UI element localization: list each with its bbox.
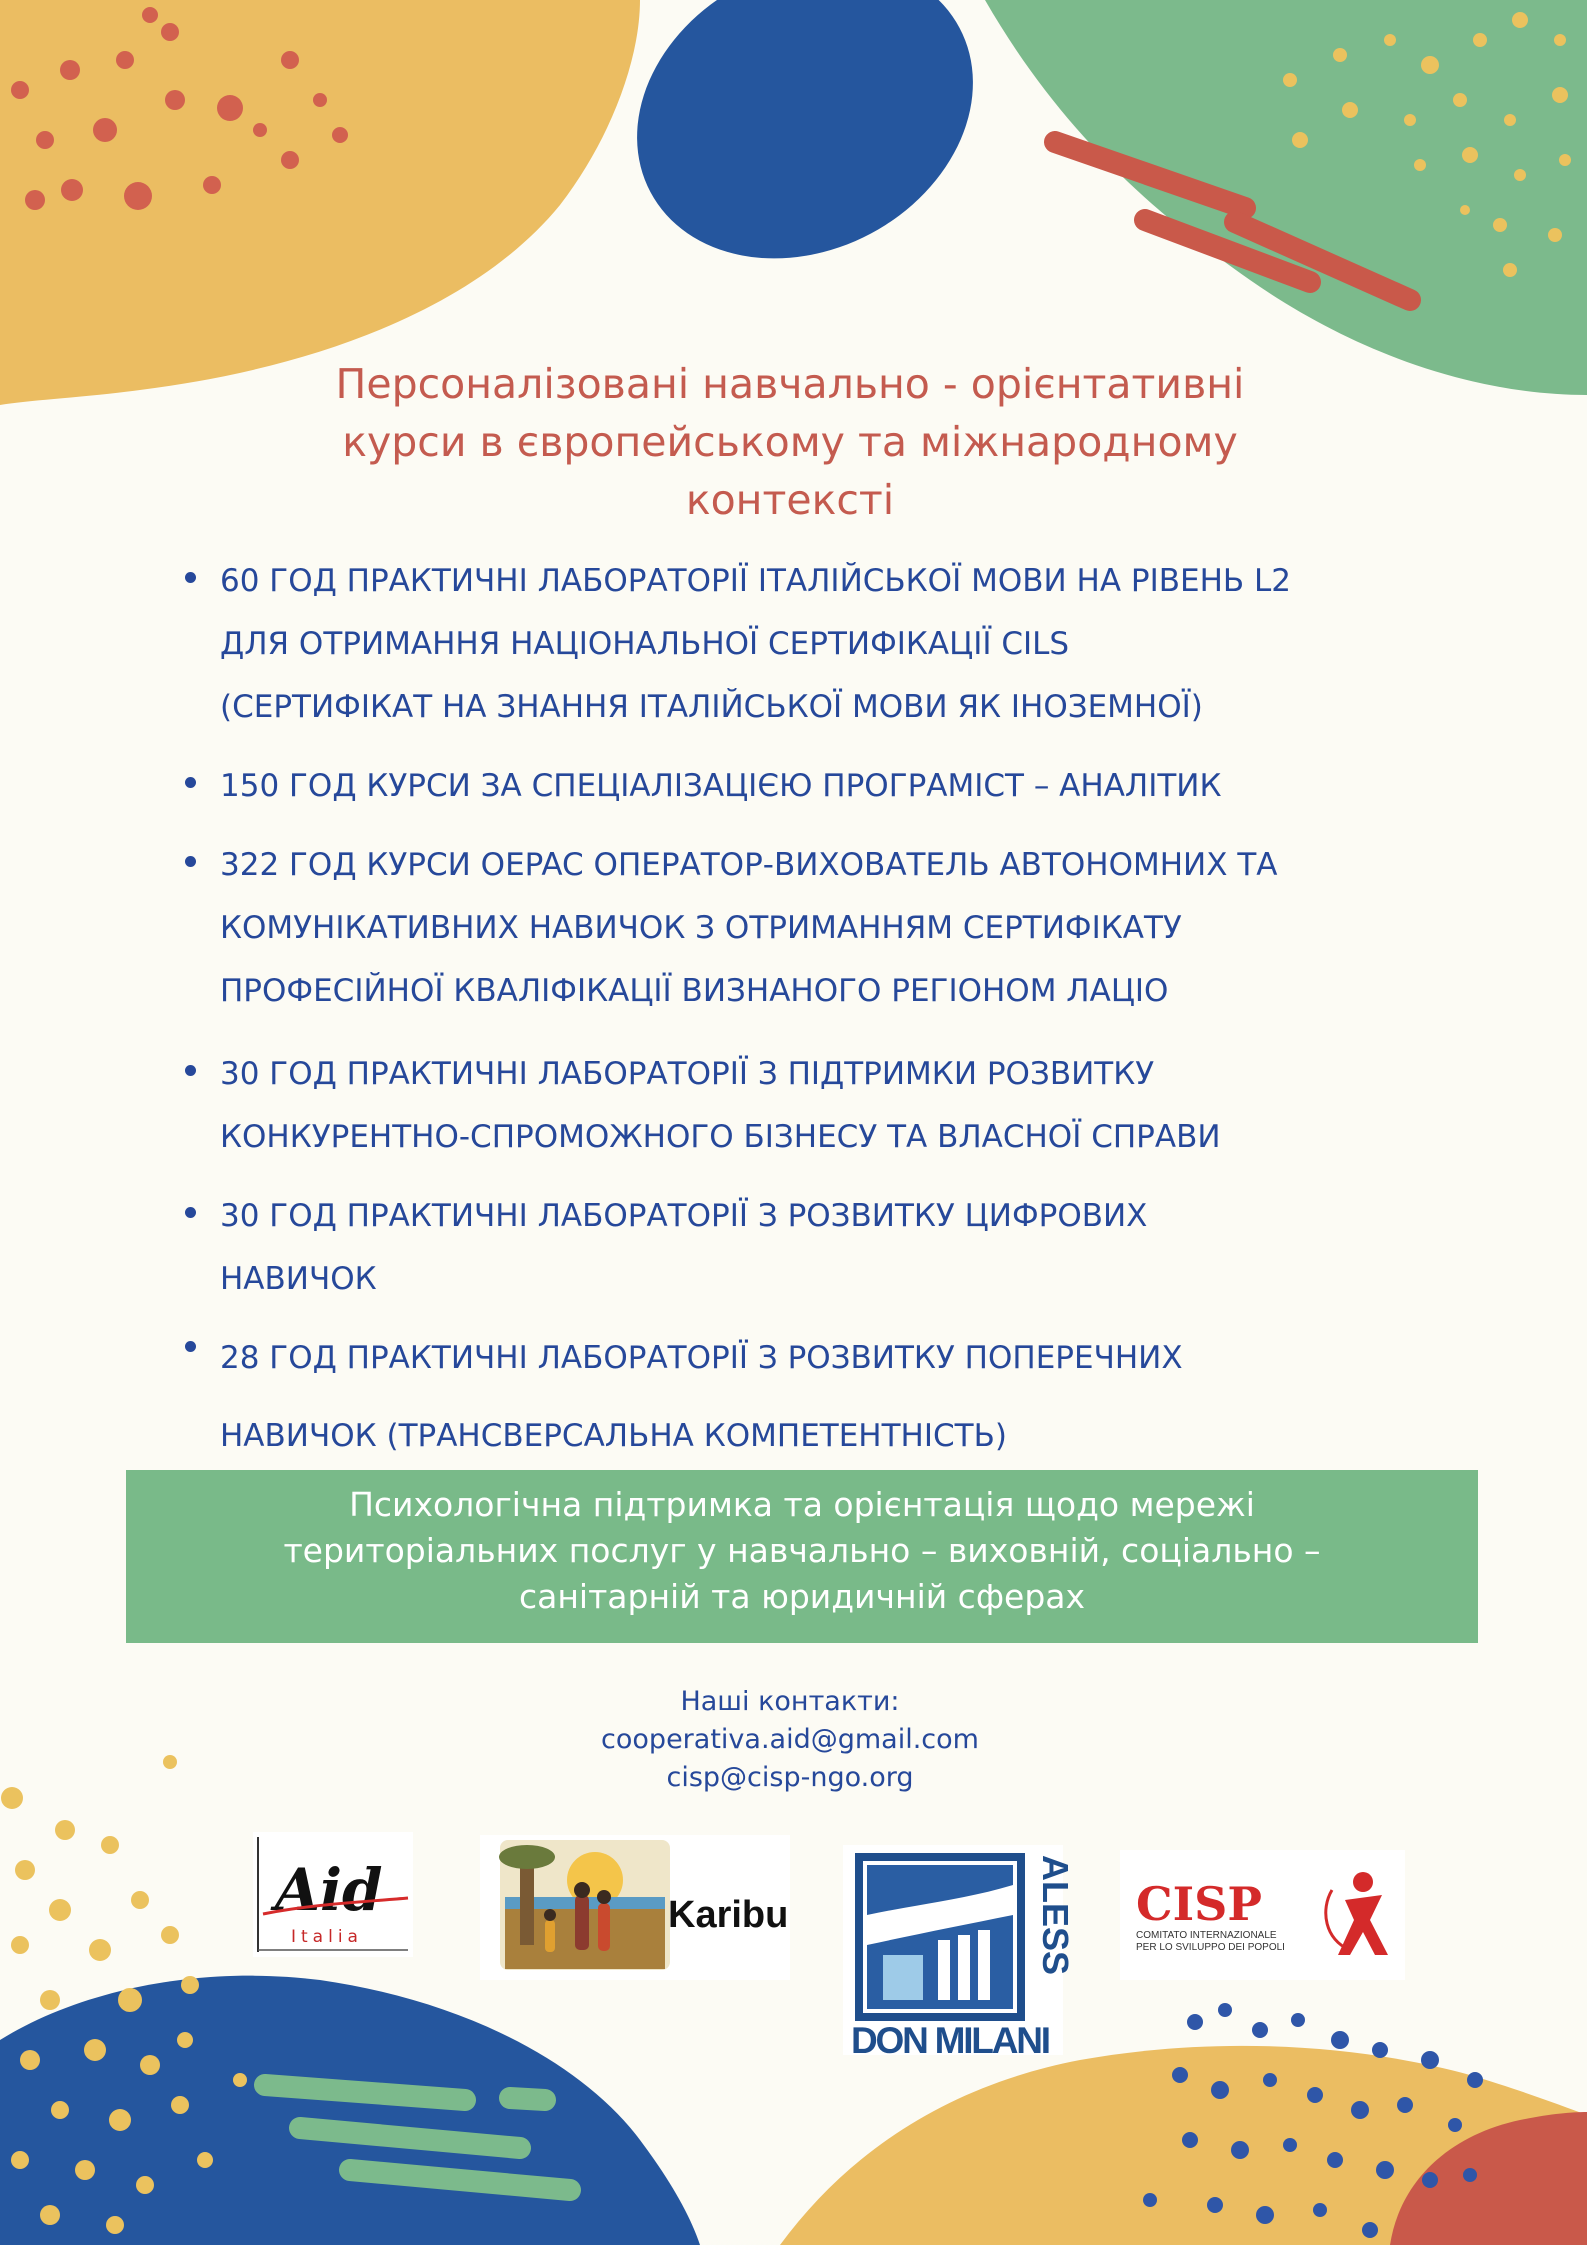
cisp-logo-sub: PER LO SVILUPPO DEI POPOLI <box>1136 1942 1285 1953</box>
contacts-block <box>500 1683 1080 1797</box>
course-line: НАВИЧОК (ТРАНСВЕРСАЛЬНА КОМПЕТЕНТНІСТЬ) <box>220 1418 1007 1454</box>
list-item <box>185 1185 1435 1311</box>
page-title <box>180 355 1400 529</box>
green-stroke <box>265 2085 465 2100</box>
don-milani-logo-text: DON MILANI <box>851 2020 1051 2061</box>
contacts-label: Наші контакти: <box>680 1686 900 1717</box>
course-line: 322 ГОД КУРСИ OEPAC ОПЕРАТОР-ВИХОВАТЕЛЬ АВТОНОМНИХ ТА <box>220 847 1278 883</box>
support-line: Психологічна підтримка та орієнтація щодо мережі <box>349 1485 1255 1524</box>
course-line: КОМУНІКАТИВНИХ НАВИЧОК З ОТРИМАННЯМ СЕРТИФІКАТУ <box>220 910 1182 946</box>
karibu-logo <box>480 1835 790 1980</box>
cisp-logo-sub: COMITATO INTERNAZIONALE <box>1136 1930 1277 1941</box>
course-line: 150 ГОД КУРСИ ЗА СПЕЦІАЛІЗАЦІЄЮ ПРОГРАМІСТ – АНАЛІТИК <box>220 768 1222 804</box>
title-line: контексті <box>685 476 895 524</box>
aid-logo-main: Aid <box>275 1856 383 1924</box>
course-line: НАВИЧОК <box>220 1261 377 1297</box>
course-line: КОНКУРЕНТНО-СПРОМОЖНОГО БІЗНЕСУ ТА ВЛАСНОЇ СПРАВИ <box>220 1119 1221 1155</box>
courses-list <box>185 550 1435 1475</box>
course-line: (СЕРТИФІКАТ НА ЗНАННЯ ІТАЛІЙСЬКОЇ МОВИ ЯК ІНОЗЕМНОЇ) <box>220 689 1203 725</box>
email-link[interactable]: cooperativa.aid@gmail.com <box>601 1724 979 1755</box>
course-line: ДЛЯ ОТРИМАННЯ НАЦІОНАЛЬНОЇ СЕРТИФІКАЦІЇ CILS <box>220 626 1070 662</box>
blue-blob-top <box>585 0 1025 316</box>
aid-italia-logo <box>253 1832 413 1957</box>
cisp-logo <box>1120 1850 1405 1980</box>
don-milani-logo <box>843 1845 1076 2061</box>
list-item <box>185 1319 1435 1475</box>
course-line: ПРОФЕСІЙНОЇ КВАЛІФІКАЦІЇ ВИЗНАНОГО РЕГІОНОМ ЛАЦІО <box>220 973 1169 1009</box>
title-line: курси в європейському та міжнародному <box>342 418 1238 466</box>
karibu-logo-text: Karibu <box>668 1894 789 1936</box>
course-line: 60 ГОД ПРАКТИЧНІ ЛАБОРАТОРІЇ ІТАЛІЙСЬКОЇ МОВИ НА РІВЕНЬ L2 <box>220 563 1292 599</box>
course-line: 28 ГОД ПРАКТИЧНІ ЛАБОРАТОРІЇ З РОЗВИТКУ ПОПЕРЕЧНИХ <box>220 1340 1183 1376</box>
support-line: територіальних послуг у навчально – виховній, соціально – <box>283 1531 1321 1570</box>
yellow-blob-top-left <box>0 0 640 405</box>
list-item <box>185 755 1435 818</box>
green-blob-top-right <box>985 0 1587 395</box>
blue-blob-bottom-left <box>0 1976 700 2245</box>
list-item <box>185 550 1435 739</box>
list-item <box>185 834 1435 1023</box>
title-line: Персоналізовані навчально - орієнтативні <box>335 360 1245 408</box>
green-stroke <box>510 2098 545 2100</box>
list-item <box>185 1043 1435 1169</box>
cisp-figure-icon <box>1326 1872 1388 1955</box>
aid-logo-sub: Italia <box>291 1927 363 1947</box>
support-line: санітарній та юридичній сферах <box>518 1577 1086 1616</box>
course-line: 30 ГОД ПРАКТИЧНІ ЛАБОРАТОРІЇ З РОЗВИТКУ ЦИФРОВИХ <box>220 1198 1148 1234</box>
don-milani-side-text: ALESS <box>1035 1855 1076 1976</box>
cisp-logo-text: CISP <box>1136 1877 1262 1931</box>
course-line: 30 ГОД ПРАКТИЧНІ ЛАБОРАТОРІЇ З ПІДТРИМКИ РОЗВИТКУ <box>220 1056 1155 1092</box>
support-banner <box>126 1470 1478 1643</box>
email-link[interactable]: cisp@cisp-ngo.org <box>666 1762 914 1793</box>
